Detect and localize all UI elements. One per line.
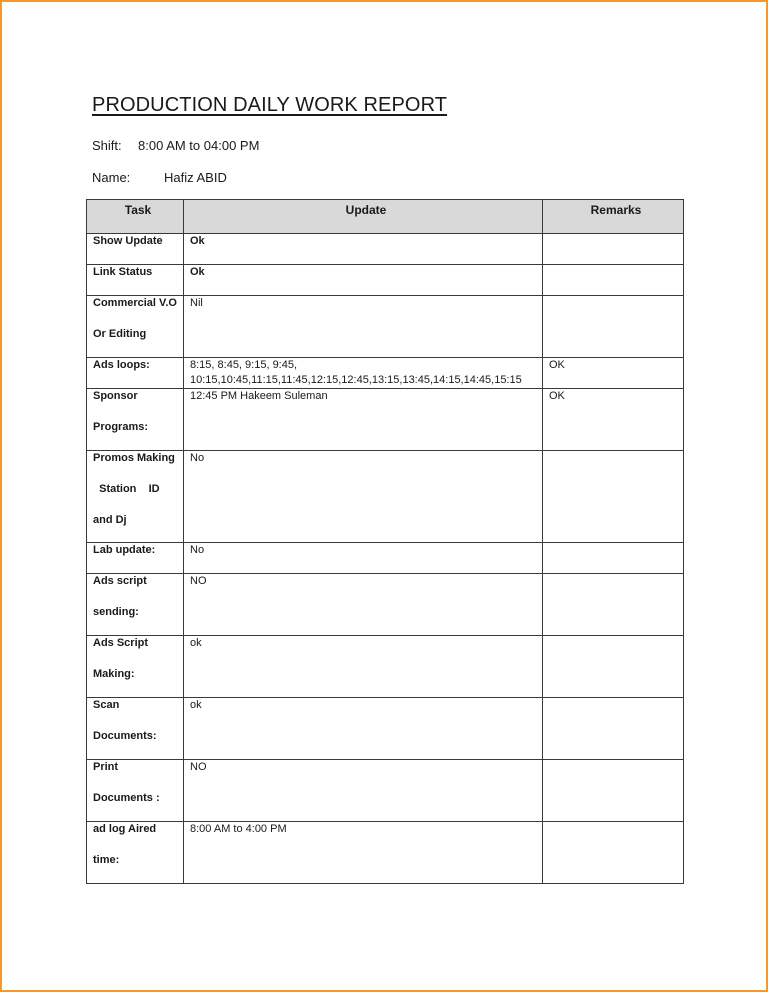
task-text: Show Update	[93, 235, 163, 247]
task-cell	[87, 358, 184, 389]
remarks-cell	[543, 636, 684, 698]
update-cell: No	[184, 543, 543, 574]
update-cell: Ok	[184, 234, 543, 265]
task-text: Print Documents :	[93, 761, 160, 804]
task-cell	[87, 543, 184, 574]
update-cell: NO	[184, 574, 543, 636]
shift-value: 8:00 AM to 04:00 PM	[138, 138, 260, 153]
update-cell: 8:00 AM to 4:00 PM	[184, 822, 543, 884]
table-row	[87, 451, 684, 543]
task-text: Link Status	[93, 266, 153, 278]
table-row	[87, 234, 684, 265]
shift-label: Shift:	[92, 138, 122, 153]
remarks-cell	[543, 543, 684, 574]
remarks-cell	[543, 265, 684, 296]
table-row	[87, 760, 684, 822]
task-cell	[87, 636, 184, 698]
remarks-cell	[543, 698, 684, 760]
task-text: Promos Making Station ID and Dj	[93, 452, 175, 526]
remarks-cell	[543, 234, 684, 265]
remarks-cell	[543, 451, 684, 543]
header-task: Task	[87, 200, 184, 234]
report-table-body	[87, 234, 684, 884]
task-cell	[87, 234, 184, 265]
remarks-cell	[543, 574, 684, 636]
remarks-cell	[543, 760, 684, 822]
task-cell	[87, 265, 184, 296]
table-row	[87, 358, 684, 389]
task-text: Commercial V.O Or Editing	[93, 297, 177, 340]
header-remarks: Remarks	[543, 200, 684, 234]
update-cell: 12:45 PM Hakeem Suleman	[184, 389, 543, 451]
task-cell	[87, 822, 184, 884]
update-cell: 8:15, 8:45, 9:15, 9:45, 10:15,10:45,11:15,11:45,12:15,12:45,13:15,13:45,14:15,14:45,15:15	[184, 358, 543, 389]
remarks-cell	[543, 296, 684, 358]
report-title: PRODUCTION DAILY WORK REPORT	[92, 94, 448, 116]
task-text: ad log Aired time:	[93, 823, 157, 866]
task-text: Scan Documents:	[93, 699, 157, 742]
task-text: Lab update:	[93, 544, 156, 556]
header-update: Update	[184, 200, 543, 234]
task-text: Ads script sending:	[93, 575, 147, 618]
name-value: Hafiz ABID	[164, 170, 227, 185]
task-text: Ads loops:	[93, 359, 150, 371]
task-cell	[87, 698, 184, 760]
update-cell: ok	[184, 636, 543, 698]
table-row	[87, 265, 684, 296]
name-line	[92, 170, 227, 185]
update-cell: ok	[184, 698, 543, 760]
task-cell	[87, 760, 184, 822]
remarks-cell	[543, 822, 684, 884]
table-row	[87, 543, 684, 574]
table-row	[87, 389, 684, 451]
shift-line	[92, 138, 259, 153]
update-cell: Ok	[184, 265, 543, 296]
table-row	[87, 296, 684, 358]
update-cell: No	[184, 451, 543, 543]
update-cell: Nil	[184, 296, 543, 358]
task-cell	[87, 451, 184, 543]
task-cell	[87, 574, 184, 636]
remarks-cell: OK	[543, 358, 684, 389]
task-cell	[87, 389, 184, 451]
name-label: Name:	[92, 170, 131, 185]
table-header-row	[87, 200, 684, 234]
table-row	[87, 574, 684, 636]
task-text: Sponsor Programs:	[93, 390, 149, 433]
task-text: Ads Script Making:	[93, 637, 149, 680]
table-row	[87, 822, 684, 884]
update-cell: NO	[184, 760, 543, 822]
table-row	[87, 636, 684, 698]
task-cell	[87, 296, 184, 358]
table-row	[87, 698, 684, 760]
report-table	[86, 199, 684, 884]
remarks-cell: OK	[543, 389, 684, 451]
